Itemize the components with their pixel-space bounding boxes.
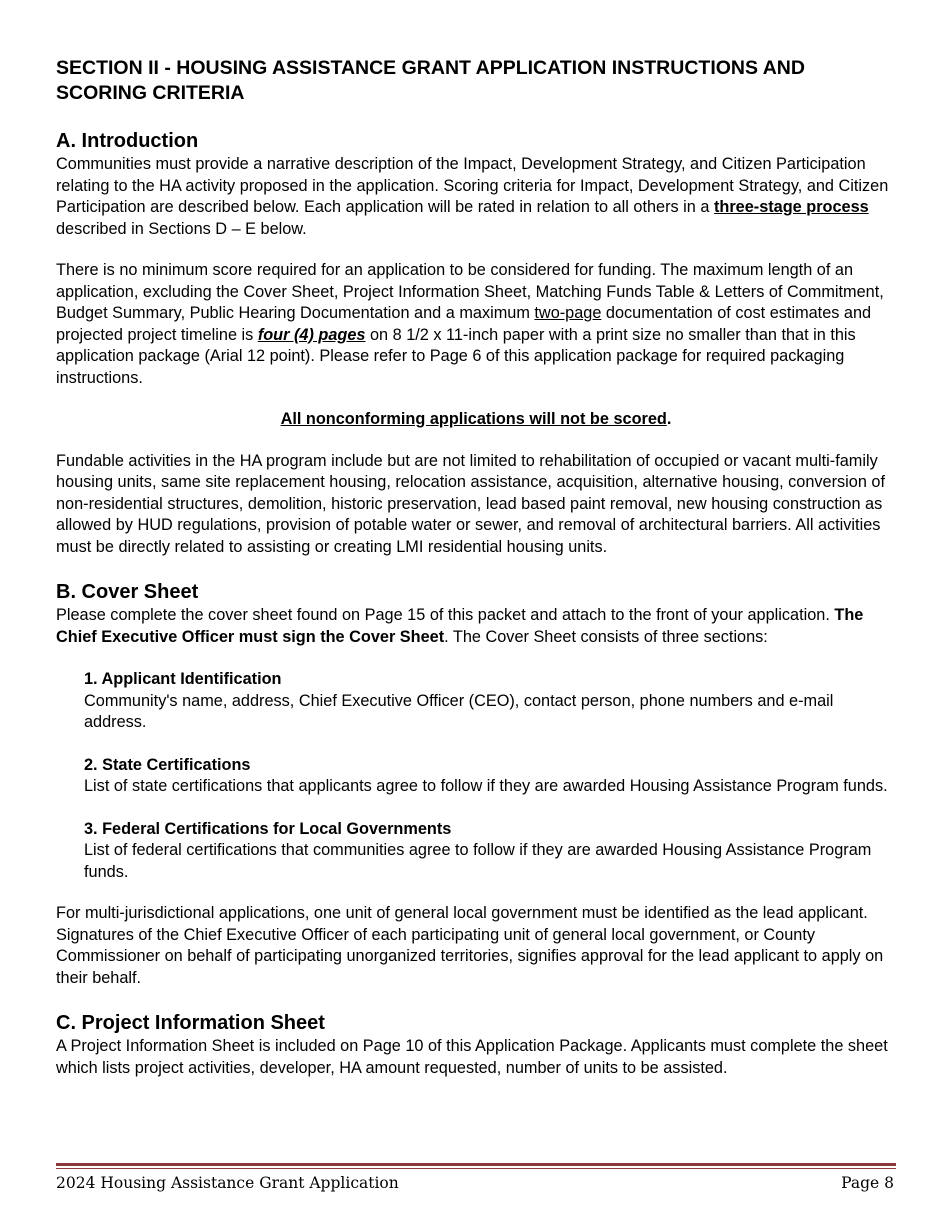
cover-item-federal-certifications <box>84 819 896 884</box>
four-pages-emphasis: four (4) pages <box>257 325 366 344</box>
page-footer <box>56 1173 894 1193</box>
intro-paragraph-2: There is no minimum score required for an application to be considered for funding. The maximum length of an application, excluding the Cover Sheet, Project Information Sheet, Matching Funds Table & Letters of Commitment, Budget Summary, Public Hearing Documentation and a maximum two-page documentation of cost estimates and projected project timeline is four (4) pages on 8 1/2 x 11-inch paper with a print size no smaller than that in this application package (Arial 12 point). Please refer to Page 6 of this application package for required packaging instructions. <box>56 261 884 387</box>
heading-cover-sheet: B. Cover Sheet <box>56 581 199 603</box>
cover-item-state-certifications <box>84 755 896 798</box>
document-body <box>56 56 896 1079</box>
nonconforming-notice: All nonconforming applications will not be scored. <box>280 410 672 428</box>
cover-item-applicant-identification <box>84 669 896 734</box>
intro-paragraph-3: Fundable activities in the HA program include but are not limited to rehabilitation of occupied or vacant multi-family housing units, same site replacement housing, relocation assistance, acquisition, alternative housing, conversion of non-residential structures, demolition, historic preservation, lead based paint removal, new housing construction as allowed by HUD regulations, provision of potable water or sewer, and removal of architectural barriers. All activities must be directly related to assisting or creating LMI residential housing units. <box>56 451 886 556</box>
project-paragraph-1: A Project Information Sheet is included on Page 10 of this Application Package. Applicants must complete the sheet which lists project activities, developer, HA amount requested, number of units to be assisted. <box>56 1037 888 1077</box>
heading-introduction: A. Introduction <box>56 130 199 152</box>
cover-item-text: List of federal certifications that communities agree to follow if they are awarded Housing Assistance Program funds. <box>84 841 872 881</box>
intro-paragraph-1: Communities must provide a narrative description of the Impact, Development Strategy, and Citizen Participation relating to the HA activity proposed in the application. Scoring criteria for Impact, Development Strategy, and Citizen Participation are described below. Each application will be rated in relation to all others in a three-stage process described in Sections D – E below. <box>56 155 889 238</box>
footer-document-title: 2024 Housing Assistance Grant Application <box>56 1174 399 1192</box>
section-title: SECTION II - HOUSING ASSISTANCE GRANT APPLICATION INSTRUCTIONS AND SCORING CRITERIA <box>56 57 805 104</box>
cover-item-title: 3. Federal Certifications for Local Governments <box>84 819 452 838</box>
cover-paragraph-2: For multi-jurisdictional applications, one unit of general local government must be identified as the lead applicant. Signatures of the Chief Executive Officer of each participating unit of general local government, or County Commissioner on behalf of participating unorganized territories, signifies approval for the lead applicant to apply on their behalf. <box>56 904 884 987</box>
two-page-underline: two-page <box>534 304 602 322</box>
ceo-sign-emphasis: The Chief Executive Officer must sign the Cover Sheet <box>56 606 864 646</box>
cover-item-title: 2. State Certifications <box>84 755 251 774</box>
heading-project-information-sheet: C. Project Information Sheet <box>56 1012 325 1034</box>
cover-item-text: List of state certifications that applicants agree to follow if they are awarded Housing Assistance Program funds. <box>84 777 888 795</box>
cover-item-title: 1. Applicant Identification <box>84 670 282 688</box>
footer-page-number: Page 8 <box>841 1174 894 1192</box>
three-stage-process-emphasis: three-stage process <box>713 198 869 216</box>
cover-paragraph-1: Please complete the cover sheet found on Page 15 of this packet and attach to the front of your application. The Chief Executive Officer must sign the Cover Sheet. The Cover Sheet consists of three sections: <box>56 606 864 646</box>
footer-divider <box>56 1163 896 1169</box>
cover-item-text: Community's name, address, Chief Executive Officer (CEO), contact person, phone numbers and e-mail address. <box>84 691 834 731</box>
